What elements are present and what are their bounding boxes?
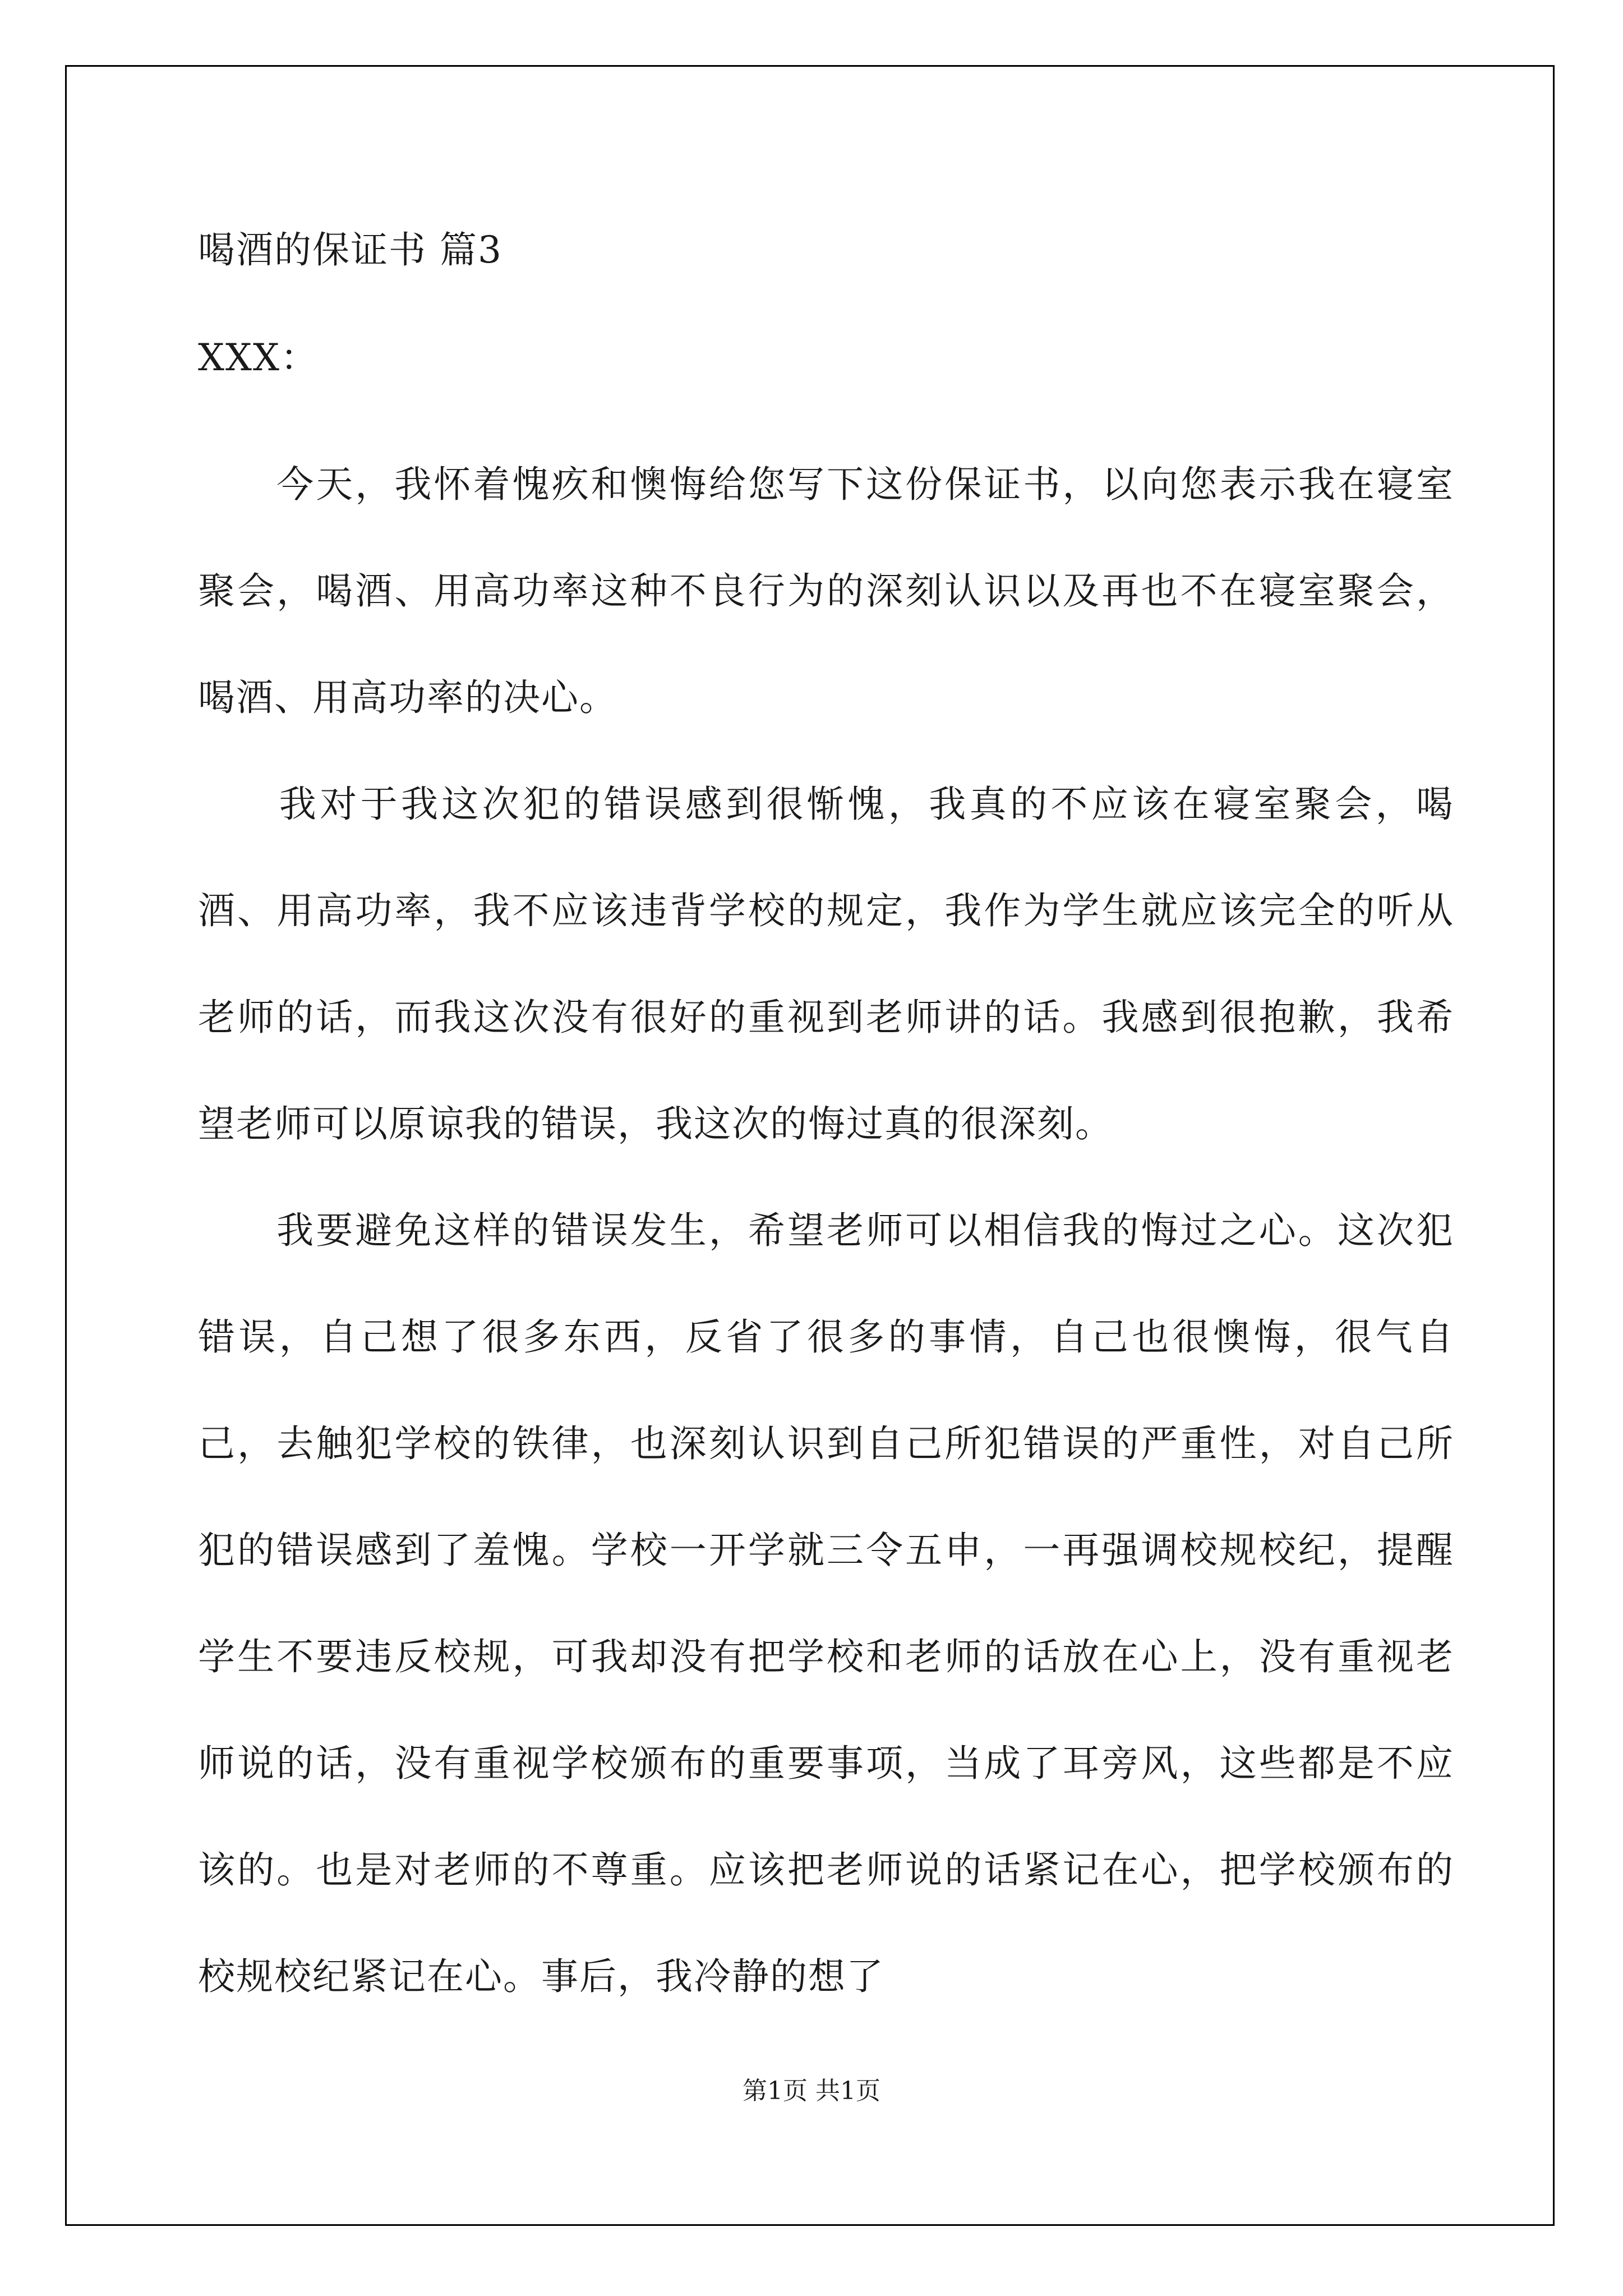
salutation: XXX：: [198, 336, 319, 379]
document-title: 喝酒的保证书 篇3: [198, 228, 502, 272]
document-body: 今天，我怀着愧疚和懊悔给您写下这份保证书，以向您表示我在寝室聚会，喝酒、用高功率这种不良行为的深刻认识以及再也不在寝室聚会，喝酒、用高功率的决心。 我对于我这次犯的错误感到很惭愧，我真的不应该在寝室聚会，喝酒、用高功率，我不应该违背学校的规定，我作为学生就应该完全的听从老师的话，而我这次没有很好的重视到老师讲的话。我感到很抱歉，我希望老师可以原谅我的错误，我这次的悔过真的很深刻。 我要避免这样的错误发生，希望老师可以相信我的悔过之心。这次犯错误，自己想了很多东西，反省了很多的事情，自己也很懊悔，很气自己，去触犯学校的铁律，也深刻认识到自己所犯错误的严重性，对自己所犯的错误感到了羞愧。学校一开学就三令五申，一再强调校规校纪，提醒学生不要违反校规，可我却没有把学校和老师的话放在心上，没有重视老师说的话，没有重视学校颁布的重要事项，当成了耳旁风，这些都是不应该的。也是对老师的不尊重。应该把老师说的话紧记在心，把学校颁布的校规校纪紧记在心。事后，我冷静的想了: [198, 463, 1454, 1998]
page-number-footer: 第1页 共1页: [743, 2077, 880, 2105]
